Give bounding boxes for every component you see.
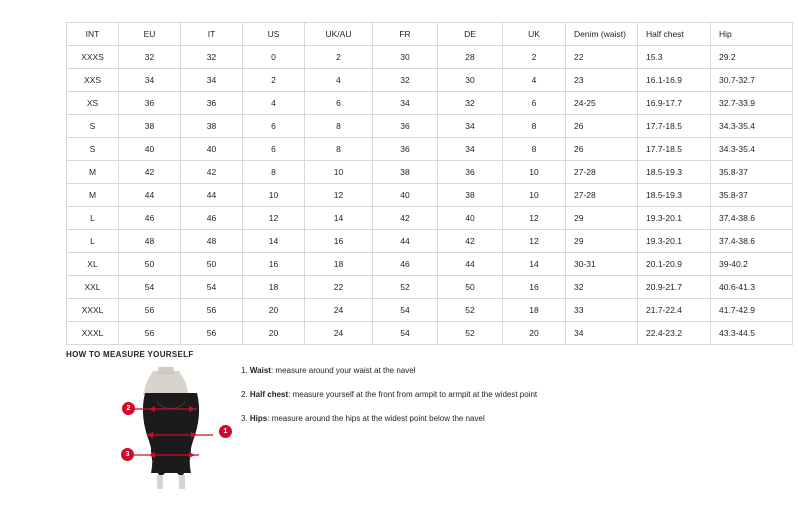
column-header-hip: Hip [711, 23, 793, 46]
cell-uk-au: 24 [305, 322, 373, 345]
cell-fr: 36 [373, 138, 438, 161]
cell-int: L [67, 207, 119, 230]
cell-de: 50 [438, 276, 503, 299]
cell-uk: 18 [503, 299, 566, 322]
measure-step-text: : measure yourself at the front from armpit to armpit at the widest point [288, 390, 538, 399]
cell-it: 50 [181, 253, 243, 276]
cell-uk: 10 [503, 184, 566, 207]
table-row [67, 161, 793, 184]
cell-us: 16 [243, 253, 305, 276]
cell-hip: 34.3-35.4 [711, 138, 793, 161]
cell-it: 54 [181, 276, 243, 299]
cell-it: 42 [181, 161, 243, 184]
measure-badge-2: 2 [122, 402, 135, 415]
cell-hip: 39-40.2 [711, 253, 793, 276]
cell-half-chest: 18.5-19.3 [638, 184, 711, 207]
cell-us: 0 [243, 46, 305, 69]
column-header-int: INT [67, 23, 119, 46]
cell-hip: 29.2 [711, 46, 793, 69]
table-row [67, 138, 793, 161]
cell-eu: 50 [119, 253, 181, 276]
cell-it: 56 [181, 299, 243, 322]
cell-de: 36 [438, 161, 503, 184]
cell-us: 6 [243, 138, 305, 161]
measure-step-waist [241, 365, 721, 376]
cell-uk-au: 24 [305, 299, 373, 322]
cell-half-chest: 16.9-17.7 [638, 92, 711, 115]
cell-it: 44 [181, 184, 243, 207]
cell-fr: 54 [373, 299, 438, 322]
cell-int: S [67, 115, 119, 138]
cell-half-chest: 21.7-22.4 [638, 299, 711, 322]
cell-fr: 38 [373, 161, 438, 184]
cell-fr: 36 [373, 115, 438, 138]
cell-uk-au: 14 [305, 207, 373, 230]
measure-steps-list [241, 365, 721, 437]
cell-uk-au: 12 [305, 184, 373, 207]
cell-hip: 37.4-38.6 [711, 207, 793, 230]
table-header-row [67, 23, 793, 46]
cell-eu: 42 [119, 161, 181, 184]
cell-eu: 44 [119, 184, 181, 207]
cell-half-chest: 20.9-21.7 [638, 276, 711, 299]
cell-uk-au: 18 [305, 253, 373, 276]
cell-us: 4 [243, 92, 305, 115]
cell-denim-waist: 32 [566, 276, 638, 299]
cell-us: 12 [243, 207, 305, 230]
column-header-fr: FR [373, 23, 438, 46]
cell-int: XXXL [67, 322, 119, 345]
cell-de: 38 [438, 184, 503, 207]
table-row [67, 230, 793, 253]
measure-badge-1: 1 [219, 425, 232, 438]
column-header-it: IT [181, 23, 243, 46]
cell-half-chest: 15.3 [638, 46, 711, 69]
cell-us: 6 [243, 115, 305, 138]
cell-it: 38 [181, 115, 243, 138]
cell-int: XXXL [67, 299, 119, 322]
cell-fr: 34 [373, 92, 438, 115]
cell-int: XL [67, 253, 119, 276]
cell-half-chest: 20.1-20.9 [638, 253, 711, 276]
cell-uk: 2 [503, 46, 566, 69]
cell-uk-au: 16 [305, 230, 373, 253]
cell-de: 40 [438, 207, 503, 230]
table-row [67, 253, 793, 276]
cell-half-chest: 19.3-20.1 [638, 207, 711, 230]
cell-eu: 38 [119, 115, 181, 138]
cell-hip: 40.6-41.3 [711, 276, 793, 299]
table-row [67, 69, 793, 92]
cell-int: XXS [67, 69, 119, 92]
cell-half-chest: 16.1-16.9 [638, 69, 711, 92]
cell-denim-waist: 30-31 [566, 253, 638, 276]
cell-it: 56 [181, 322, 243, 345]
cell-fr: 44 [373, 230, 438, 253]
column-header-eu: EU [119, 23, 181, 46]
cell-uk: 8 [503, 115, 566, 138]
cell-it: 40 [181, 138, 243, 161]
cell-uk: 8 [503, 138, 566, 161]
cell-uk-au: 4 [305, 69, 373, 92]
cell-us: 20 [243, 322, 305, 345]
cell-int: XXXS [67, 46, 119, 69]
measure-step-number: 2. [241, 390, 248, 399]
column-header-uk: UK [503, 23, 566, 46]
cell-eu: 48 [119, 230, 181, 253]
table-header [67, 23, 793, 46]
measure-step-text: : measure around the hips at the widest point below the navel [267, 414, 485, 423]
cell-uk: 20 [503, 322, 566, 345]
cell-half-chest: 22.4-23.2 [638, 322, 711, 345]
cell-eu: 56 [119, 299, 181, 322]
cell-fr: 42 [373, 207, 438, 230]
cell-uk-au: 2 [305, 46, 373, 69]
measure-step-text: : measure around your waist at the navel [270, 366, 416, 375]
cell-uk: 14 [503, 253, 566, 276]
size-chart-table-container [66, 22, 755, 345]
table-row [67, 322, 793, 345]
cell-half-chest: 19.3-20.1 [638, 230, 711, 253]
cell-eu: 40 [119, 138, 181, 161]
cell-denim-waist: 29 [566, 207, 638, 230]
table-row [67, 299, 793, 322]
cell-it: 32 [181, 46, 243, 69]
cell-denim-waist: 26 [566, 138, 638, 161]
cell-uk: 12 [503, 230, 566, 253]
size-chart-table [66, 22, 793, 345]
cell-hip: 35.8-37 [711, 184, 793, 207]
column-header-uk-au: UK/AU [305, 23, 373, 46]
cell-de: 44 [438, 253, 503, 276]
how-to-measure-title: HOW TO MEASURE YOURSELF [66, 350, 194, 359]
measure-step-term: Half chest [249, 390, 289, 399]
cell-us: 2 [243, 69, 305, 92]
column-header-denim-waist: Denim (waist) [566, 23, 638, 46]
cell-us: 8 [243, 161, 305, 184]
cell-hip: 30.7-32.7 [711, 69, 793, 92]
measure-step-term: Waist [249, 366, 271, 375]
cell-de: 52 [438, 299, 503, 322]
cell-int: M [67, 184, 119, 207]
cell-int: S [67, 138, 119, 161]
cell-it: 34 [181, 69, 243, 92]
cell-eu: 32 [119, 46, 181, 69]
mannequin-illustration [101, 365, 241, 490]
cell-eu: 46 [119, 207, 181, 230]
cell-hip: 37.4-38.6 [711, 230, 793, 253]
measure-step-number: 1. [241, 366, 248, 375]
cell-fr: 40 [373, 184, 438, 207]
cell-uk-au: 8 [305, 115, 373, 138]
cell-denim-waist: 34 [566, 322, 638, 345]
measure-step-term: Hips [249, 414, 268, 423]
cell-denim-waist: 24-25 [566, 92, 638, 115]
cell-denim-waist: 27-28 [566, 184, 638, 207]
cell-de: 28 [438, 46, 503, 69]
cell-uk-au: 22 [305, 276, 373, 299]
cell-de: 30 [438, 69, 503, 92]
cell-int: XXL [67, 276, 119, 299]
cell-de: 34 [438, 115, 503, 138]
table-row [67, 184, 793, 207]
cell-eu: 36 [119, 92, 181, 115]
cell-fr: 32 [373, 69, 438, 92]
measure-step-number: 3. [241, 414, 248, 423]
column-header-half-chest: Half chest [638, 23, 711, 46]
cell-half-chest: 18.5-19.3 [638, 161, 711, 184]
cell-fr: 30 [373, 46, 438, 69]
cell-it: 48 [181, 230, 243, 253]
cell-us: 18 [243, 276, 305, 299]
cell-eu: 34 [119, 69, 181, 92]
cell-de: 42 [438, 230, 503, 253]
cell-uk: 4 [503, 69, 566, 92]
column-header-de: DE [438, 23, 503, 46]
table-body [67, 46, 793, 345]
cell-uk-au: 8 [305, 138, 373, 161]
measure-step-hips [241, 413, 721, 424]
cell-fr: 52 [373, 276, 438, 299]
table-row [67, 115, 793, 138]
cell-uk: 10 [503, 161, 566, 184]
cell-half-chest: 17.7-18.5 [638, 138, 711, 161]
cell-half-chest: 17.7-18.5 [638, 115, 711, 138]
measure-badge-3: 3 [121, 448, 134, 461]
cell-int: XS [67, 92, 119, 115]
cell-it: 46 [181, 207, 243, 230]
cell-hip: 34.3-35.4 [711, 115, 793, 138]
cell-de: 32 [438, 92, 503, 115]
cell-hip: 35.8-37 [711, 161, 793, 184]
cell-uk: 6 [503, 92, 566, 115]
table-row [67, 207, 793, 230]
cell-fr: 46 [373, 253, 438, 276]
table-row [67, 92, 793, 115]
cell-it: 36 [181, 92, 243, 115]
cell-de: 34 [438, 138, 503, 161]
cell-eu: 54 [119, 276, 181, 299]
how-to-measure-section [66, 365, 732, 495]
cell-denim-waist: 29 [566, 230, 638, 253]
cell-denim-waist: 33 [566, 299, 638, 322]
table-row [67, 276, 793, 299]
measure-step-half-chest [241, 389, 721, 400]
cell-uk: 12 [503, 207, 566, 230]
cell-hip: 41.7-42.9 [711, 299, 793, 322]
cell-uk-au: 6 [305, 92, 373, 115]
cell-uk: 16 [503, 276, 566, 299]
cell-uk-au: 10 [305, 161, 373, 184]
table-row [67, 46, 793, 69]
cell-us: 10 [243, 184, 305, 207]
cell-hip: 32.7-33.9 [711, 92, 793, 115]
cell-int: L [67, 230, 119, 253]
cell-denim-waist: 26 [566, 115, 638, 138]
cell-denim-waist: 27-28 [566, 161, 638, 184]
cell-hip: 43.3-44.5 [711, 322, 793, 345]
column-header-us: US [243, 23, 305, 46]
cell-de: 52 [438, 322, 503, 345]
cell-us: 14 [243, 230, 305, 253]
cell-denim-waist: 22 [566, 46, 638, 69]
cell-int: M [67, 161, 119, 184]
cell-eu: 56 [119, 322, 181, 345]
cell-us: 20 [243, 299, 305, 322]
cell-denim-waist: 23 [566, 69, 638, 92]
cell-fr: 54 [373, 322, 438, 345]
